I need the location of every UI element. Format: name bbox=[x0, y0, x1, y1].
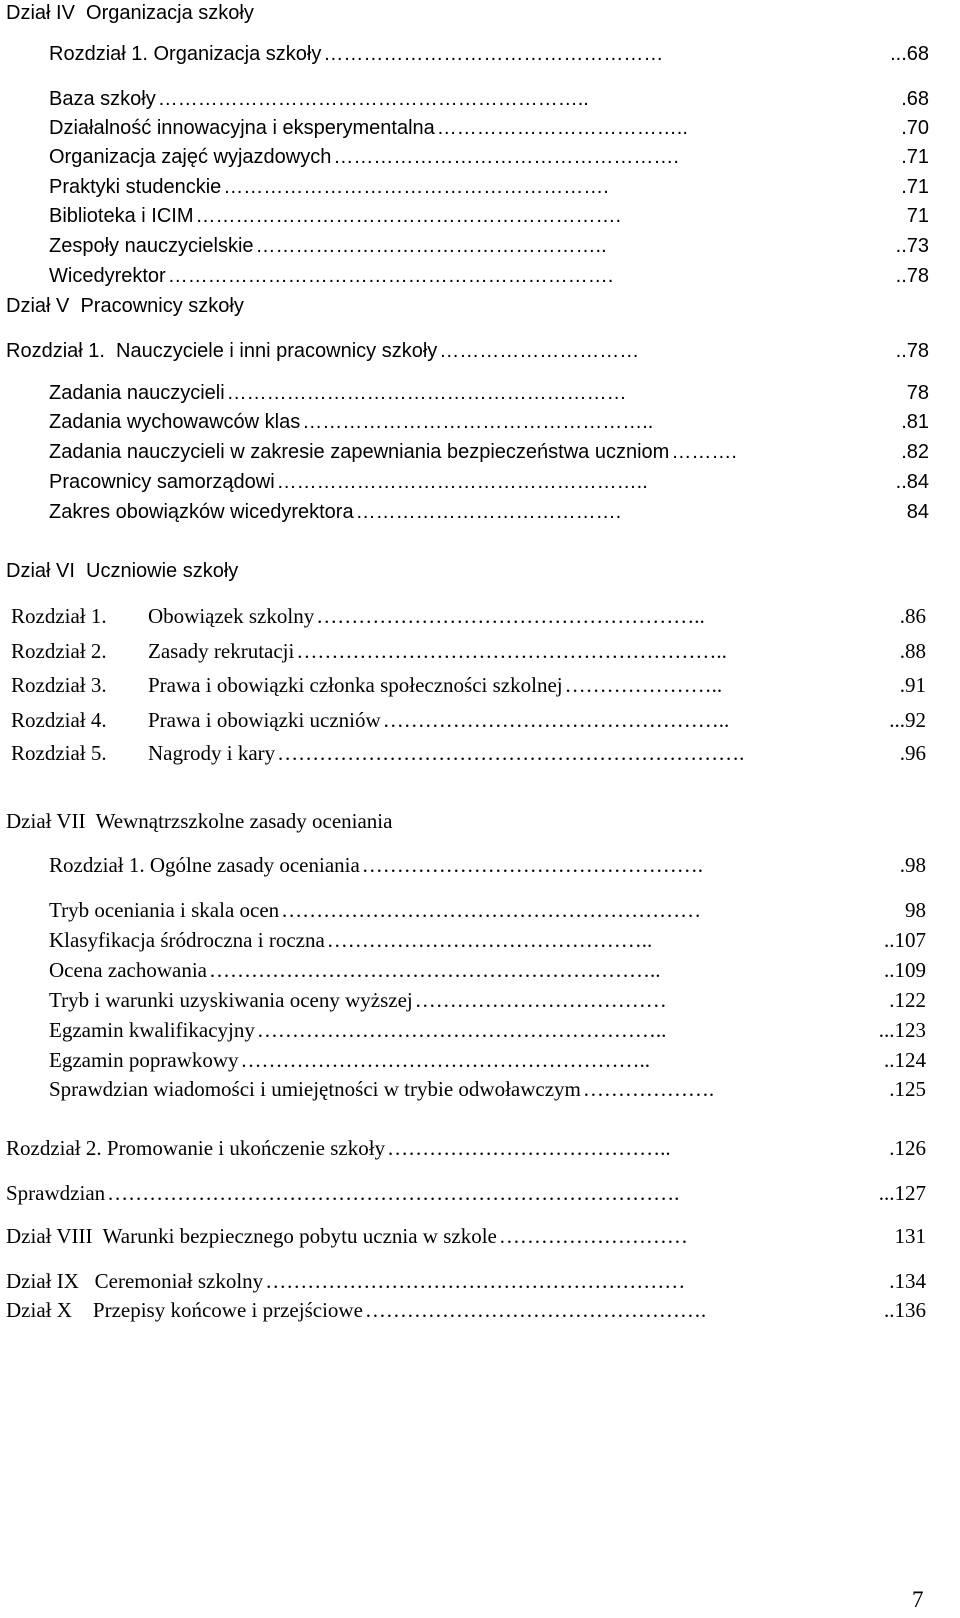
section-heading-dzial-vi bbox=[6, 561, 238, 581]
entry-page: .134 bbox=[889, 1269, 926, 1293]
entry-page: .86 bbox=[899, 604, 926, 628]
toc-entry-zadania-nauczycieli[interactable] bbox=[49, 383, 929, 403]
entry-page: ...123 bbox=[878, 1018, 926, 1042]
toc-entry-zadania-wychowawcow[interactable] bbox=[49, 412, 929, 432]
entry-label: Zespoły nauczycielskie bbox=[49, 235, 254, 257]
entry-page: 131 bbox=[894, 1224, 926, 1248]
toc-entry-bezpieczenstwo[interactable] bbox=[49, 442, 929, 462]
dot-leader: ………………………………………………………. bbox=[195, 206, 622, 226]
dot-leader: ………………………………………….. bbox=[382, 710, 730, 731]
chapter-number: Rozdział 5. bbox=[11, 741, 107, 765]
toc-entry-biblioteka[interactable] bbox=[49, 206, 929, 226]
entry-page: .82 bbox=[901, 441, 929, 463]
entry-page: .71 bbox=[901, 146, 929, 168]
section-heading-dzial-vii bbox=[6, 811, 392, 832]
dot-leader: ………………………………….. bbox=[387, 1138, 671, 1159]
entry-page: .126 bbox=[889, 1136, 926, 1160]
entry-label: Egzamin poprawkowy bbox=[49, 1048, 239, 1072]
entry-page: .122 bbox=[889, 988, 926, 1012]
toc-entry-tryb-oceniania[interactable] bbox=[49, 900, 926, 921]
entry-page: ..124 bbox=[884, 1048, 926, 1072]
entry-label: Rozdział 1. Organizacja szkoły bbox=[49, 43, 322, 65]
toc-entry-rozdzial-nauczyciele[interactable] bbox=[6, 341, 929, 361]
entry-page: 84 bbox=[906, 501, 929, 523]
chapter-number: Rozdział 2. bbox=[11, 639, 107, 663]
toc-entry-ocena-zachowania[interactable] bbox=[49, 960, 926, 981]
toc-entry-wicedyrektor[interactable] bbox=[49, 266, 929, 286]
entry-page: 71 bbox=[906, 205, 929, 227]
entry-label: Tryb i warunki uzyskiwania oceny wyższej bbox=[49, 988, 413, 1012]
toc-entry-klasyfikacja[interactable] bbox=[49, 930, 926, 951]
entry-label: Praktyki studenckie bbox=[49, 176, 222, 198]
entry-page: ...127 bbox=[878, 1181, 926, 1205]
heading-text: Dział V Pracownicy szkoły bbox=[6, 295, 244, 317]
toc-entry-ocena-wyzsza[interactable] bbox=[49, 990, 926, 1011]
entry-label: Baza szkoły bbox=[49, 88, 156, 110]
entry-label: Prawa i obowiązki uczniów bbox=[148, 708, 381, 732]
entry-page: ..78 bbox=[895, 265, 929, 287]
toc-entry-zakres-obowiazkow[interactable] bbox=[49, 502, 929, 522]
dot-leader: ………………………………………………………………………. bbox=[107, 1183, 680, 1204]
entry-page: ..136 bbox=[884, 1298, 926, 1322]
dot-leader: …………………………………………………… bbox=[265, 1271, 686, 1292]
toc-entry-organizacja-zajec[interactable] bbox=[49, 147, 929, 167]
entry-label: Dział X Przepisy końcowe i przejściowe bbox=[6, 1298, 363, 1322]
toc-chapter-zasady-rekrutacji[interactable] bbox=[11, 641, 926, 662]
entry-label: Rozdział 2. Promowanie i ukończenie szkoły bbox=[6, 1136, 386, 1160]
entry-label: Rozdział 1. Ogólne zasady oceniania bbox=[49, 853, 360, 877]
entry-page: .98 bbox=[899, 853, 926, 877]
entry-page: .68 bbox=[901, 88, 929, 110]
entry-label: Zadania nauczycieli bbox=[49, 382, 225, 404]
dot-leader: …………………………………………….. bbox=[255, 236, 607, 256]
entry-label: Tryb oceniania i skala ocen bbox=[49, 898, 280, 922]
dot-leader: …………………………………. bbox=[355, 502, 622, 522]
dot-leader: ……………………………… bbox=[414, 990, 667, 1011]
entry-label: Rozdział 1. Nauczyciele i inni pracownicy szkoły bbox=[6, 340, 438, 362]
entry-label: Działalność innowacyjna i eksperymentalna bbox=[49, 117, 435, 139]
entry-label: Organizacja zajęć wyjazdowych bbox=[49, 146, 332, 168]
toc-entry-egzamin-poprawkowy[interactable] bbox=[49, 1050, 926, 1071]
entry-label: Biblioteka i ICIM bbox=[49, 205, 194, 227]
entry-page: .70 bbox=[901, 117, 929, 139]
entry-page: ..78 bbox=[895, 340, 929, 362]
toc-entry-dzial-ix[interactable] bbox=[6, 1271, 926, 1292]
entry-page: ..109 bbox=[884, 958, 926, 982]
dot-leader: …………………………………………………………. bbox=[167, 266, 614, 286]
entry-page: .125 bbox=[889, 1077, 926, 1101]
entry-page: 98 bbox=[905, 898, 926, 922]
entry-page: ..73 bbox=[895, 235, 929, 257]
heading-text: Dział VI Uczniowie szkoły bbox=[6, 560, 239, 582]
entry-page: ...92 bbox=[889, 708, 926, 732]
entry-page: .71 bbox=[901, 176, 929, 198]
toc-entry-ogolne-zasady[interactable] bbox=[49, 855, 926, 876]
entry-page: 78 bbox=[906, 382, 929, 404]
dot-leader: ……………………………………………. bbox=[333, 147, 679, 167]
heading-text: Dział VII Wewnątrzszkolne zasady oceniania bbox=[6, 809, 393, 833]
dot-leader: …………………………………………………… bbox=[226, 383, 627, 403]
entry-label: Zasady rekrutacji bbox=[148, 639, 295, 663]
dot-leader: ……………………………………………….. bbox=[316, 606, 705, 627]
entry-label: Klasyfikacja śródroczna i roczna bbox=[49, 928, 325, 952]
entry-label: Nagrody i kary bbox=[148, 741, 276, 765]
dot-leader: …………………………………………………. bbox=[223, 177, 609, 197]
dot-leader: ……………………………….. bbox=[436, 118, 688, 138]
toc-chapter-prawa-uczniow[interactable] bbox=[11, 710, 926, 731]
entry-label: Obowiązek szkolny bbox=[148, 604, 315, 628]
toc-entry-sprawdzian-wiadomosci[interactable] bbox=[49, 1079, 926, 1100]
dot-leader: ……………………… bbox=[498, 1226, 688, 1247]
section-heading-dzial-v bbox=[6, 296, 244, 316]
dot-leader: ………………………………………………….. bbox=[240, 1050, 651, 1071]
section-heading-dzial-iv bbox=[6, 3, 254, 23]
toc-chapter-prawa-czlonka[interactable] bbox=[11, 675, 926, 696]
entry-label: Zakres obowiązków wicedyrektora bbox=[49, 501, 354, 523]
dot-leader: …………………………………………… bbox=[323, 44, 664, 64]
dot-leader: …………………………………………………….. bbox=[296, 641, 727, 662]
entry-page: .81 bbox=[901, 411, 929, 433]
entry-page: ...68 bbox=[890, 43, 929, 65]
entry-page: .96 bbox=[899, 741, 926, 765]
toc-entry-sprawdzian[interactable] bbox=[6, 1183, 926, 1204]
entry-label: Sprawdzian bbox=[6, 1181, 106, 1205]
entry-label: Dział IX Ceremoniał szkolny bbox=[6, 1269, 264, 1293]
toc-entry-dzialalnosc-innowacyjna[interactable] bbox=[49, 118, 929, 138]
entry-label: Pracownicy samorządowi bbox=[49, 471, 275, 493]
dot-leader: ……………………………………………………….. bbox=[157, 89, 589, 109]
toc-entry-egzamin-kwalifikacyjny[interactable] bbox=[49, 1020, 926, 1041]
toc-entry-dzial-viii[interactable] bbox=[6, 1226, 926, 1247]
entry-label: Zadania nauczycieli w zakresie zapewniania bezpieczeństwa uczniom bbox=[49, 441, 670, 463]
toc-entry-pracownicy-samorzadowi[interactable] bbox=[49, 472, 929, 492]
dot-leader: …………………………………………. bbox=[364, 1300, 707, 1321]
entry-label: Zadania wychowawców klas bbox=[49, 411, 301, 433]
entry-label: Dział VIII Warunki bezpiecznego pobytu ucznia w szkole bbox=[6, 1224, 497, 1248]
entry-page: .91 bbox=[899, 673, 926, 697]
entry-page: .88 bbox=[899, 639, 926, 663]
dot-leader: …………………………………………………… bbox=[281, 900, 702, 921]
toc-entry-baza-szkoly[interactable] bbox=[49, 89, 929, 109]
chapter-number: Rozdział 1. bbox=[11, 604, 107, 628]
toc-chapter-obowiazek-szkolny[interactable] bbox=[11, 606, 926, 627]
dot-leader: ………………………… bbox=[439, 341, 640, 361]
chapter-number: Rozdział 3. bbox=[11, 673, 107, 697]
toc-entry-praktyki-studenckie[interactable] bbox=[49, 177, 929, 197]
entry-label: Egzamin kwalifikacyjny bbox=[49, 1018, 255, 1042]
dot-leader: ………………….. bbox=[564, 675, 723, 696]
heading-text: Dział IV Organizacja szkoły bbox=[6, 2, 254, 24]
entry-label: Prawa i obowiązki członka społeczności szkolnej bbox=[148, 673, 563, 697]
entry-label: Wicedyrektor bbox=[49, 265, 166, 287]
dot-leader: ………. bbox=[671, 442, 737, 462]
entry-label: Sprawdzian wiadomości i umiejętności w trybie odwoławczym bbox=[49, 1077, 581, 1101]
dot-leader: ……………………………………………………….. bbox=[208, 960, 661, 981]
dot-leader: ……………………………………………….. bbox=[276, 472, 648, 492]
page-number: 7 bbox=[912, 1587, 924, 1612]
dot-leader: ……………………………………….. bbox=[326, 930, 653, 951]
dot-leader: …………………………………………. bbox=[361, 855, 704, 876]
dot-leader: ………………………………………………….. bbox=[256, 1020, 667, 1041]
toc-entry-rozdzial-organizacja[interactable] bbox=[49, 44, 929, 64]
toc-entry-zespoly[interactable] bbox=[49, 236, 929, 256]
toc-chapter-nagrody[interactable] bbox=[11, 743, 926, 764]
toc-entry-promowanie[interactable] bbox=[6, 1138, 926, 1159]
chapter-number: Rozdział 4. bbox=[11, 708, 107, 732]
entry-label: Ocena zachowania bbox=[49, 958, 207, 982]
dot-leader: …………………………………………….. bbox=[302, 412, 654, 432]
toc-entry-dzial-x[interactable] bbox=[6, 1300, 926, 1321]
dot-leader: ………………. bbox=[582, 1079, 715, 1100]
entry-page: ..107 bbox=[884, 928, 926, 952]
entry-page: ..84 bbox=[895, 471, 929, 493]
dot-leader: …………………………………………………………. bbox=[277, 743, 745, 764]
